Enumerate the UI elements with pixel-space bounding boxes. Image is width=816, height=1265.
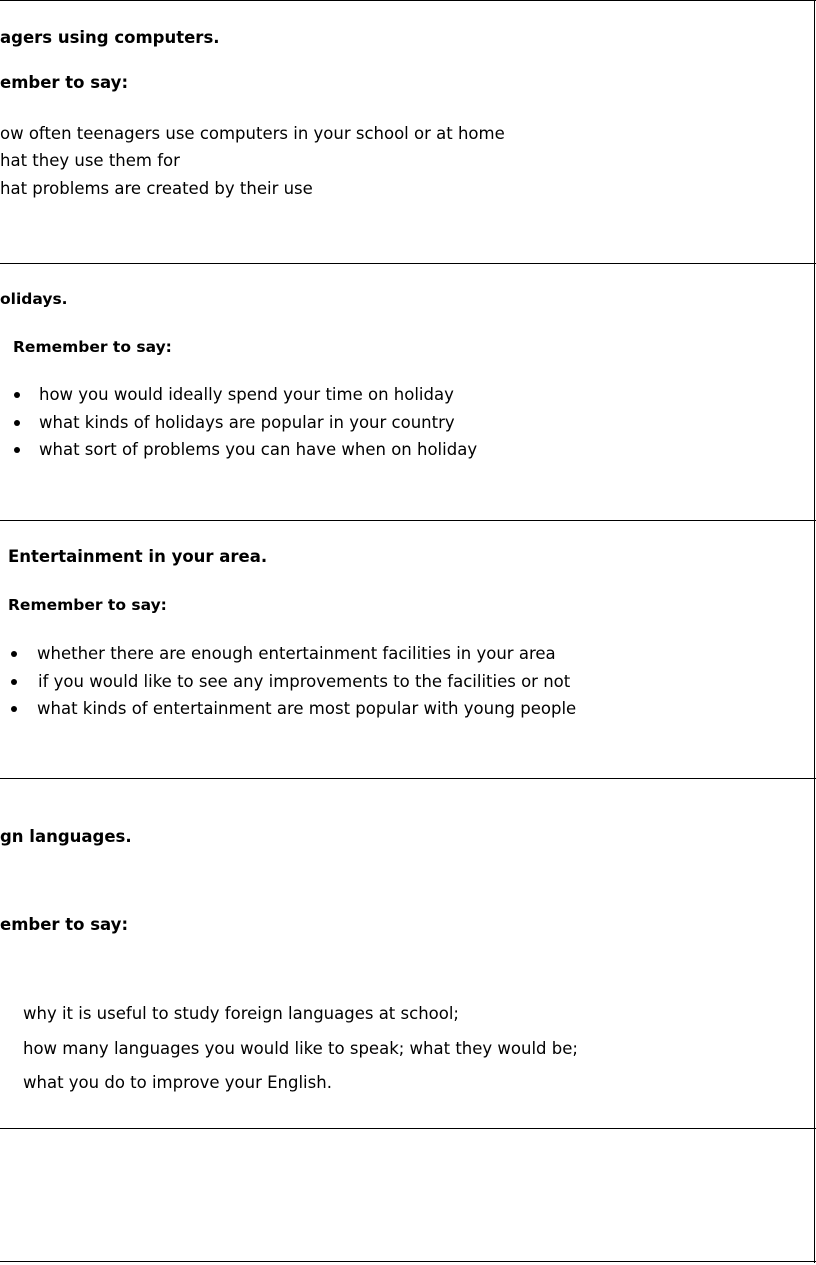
bullet-icon xyxy=(11,651,17,657)
list-item: what kinds of entertainment are most popular with young people xyxy=(37,699,577,718)
bullet-icon xyxy=(11,679,17,685)
list-item: whether there are enough entertainment facilities in your area xyxy=(37,644,556,663)
card-title: Entertainment in your area. xyxy=(8,547,268,566)
list-item: why it is useful to study foreign languages at school; xyxy=(23,1004,459,1023)
card-divider-4 xyxy=(0,1128,816,1129)
card-divider-1 xyxy=(0,263,816,264)
remember-heading: Remember to say: xyxy=(8,596,167,614)
remember-heading: ember to say: xyxy=(0,73,129,92)
bullet-icon xyxy=(14,447,20,453)
list-item: hat they use them for xyxy=(0,151,180,170)
top-border xyxy=(0,0,816,1)
list-item: what you do to improve your English. xyxy=(23,1073,332,1092)
bullet-icon xyxy=(11,706,17,712)
card-title: gn languages. xyxy=(0,827,132,846)
list-item: ow often teenagers use computers in your school or at home xyxy=(0,124,505,143)
card-title: olidays. xyxy=(0,290,68,308)
right-border xyxy=(814,0,815,1263)
card-divider-3 xyxy=(0,778,816,779)
list-item: hat problems are created by their use xyxy=(0,179,313,198)
list-item: what sort of problems you can have when on holiday xyxy=(39,440,478,459)
bottom-border xyxy=(0,1261,816,1262)
remember-heading: Remember to say: xyxy=(13,338,172,356)
card-divider-2 xyxy=(0,520,816,521)
list-item: what kinds of holidays are popular in your country xyxy=(39,413,455,432)
remember-heading: ember to say: xyxy=(0,915,129,934)
card-title: agers using computers. xyxy=(0,28,220,47)
bullet-icon xyxy=(14,392,20,398)
list-item: how many languages you would like to speak; what they would be; xyxy=(23,1039,578,1058)
bullet-icon xyxy=(14,420,20,426)
list-item: if you would like to see any improvements to the facilities or not xyxy=(38,672,571,691)
list-item: how you would ideally spend your time on holiday xyxy=(39,385,454,404)
